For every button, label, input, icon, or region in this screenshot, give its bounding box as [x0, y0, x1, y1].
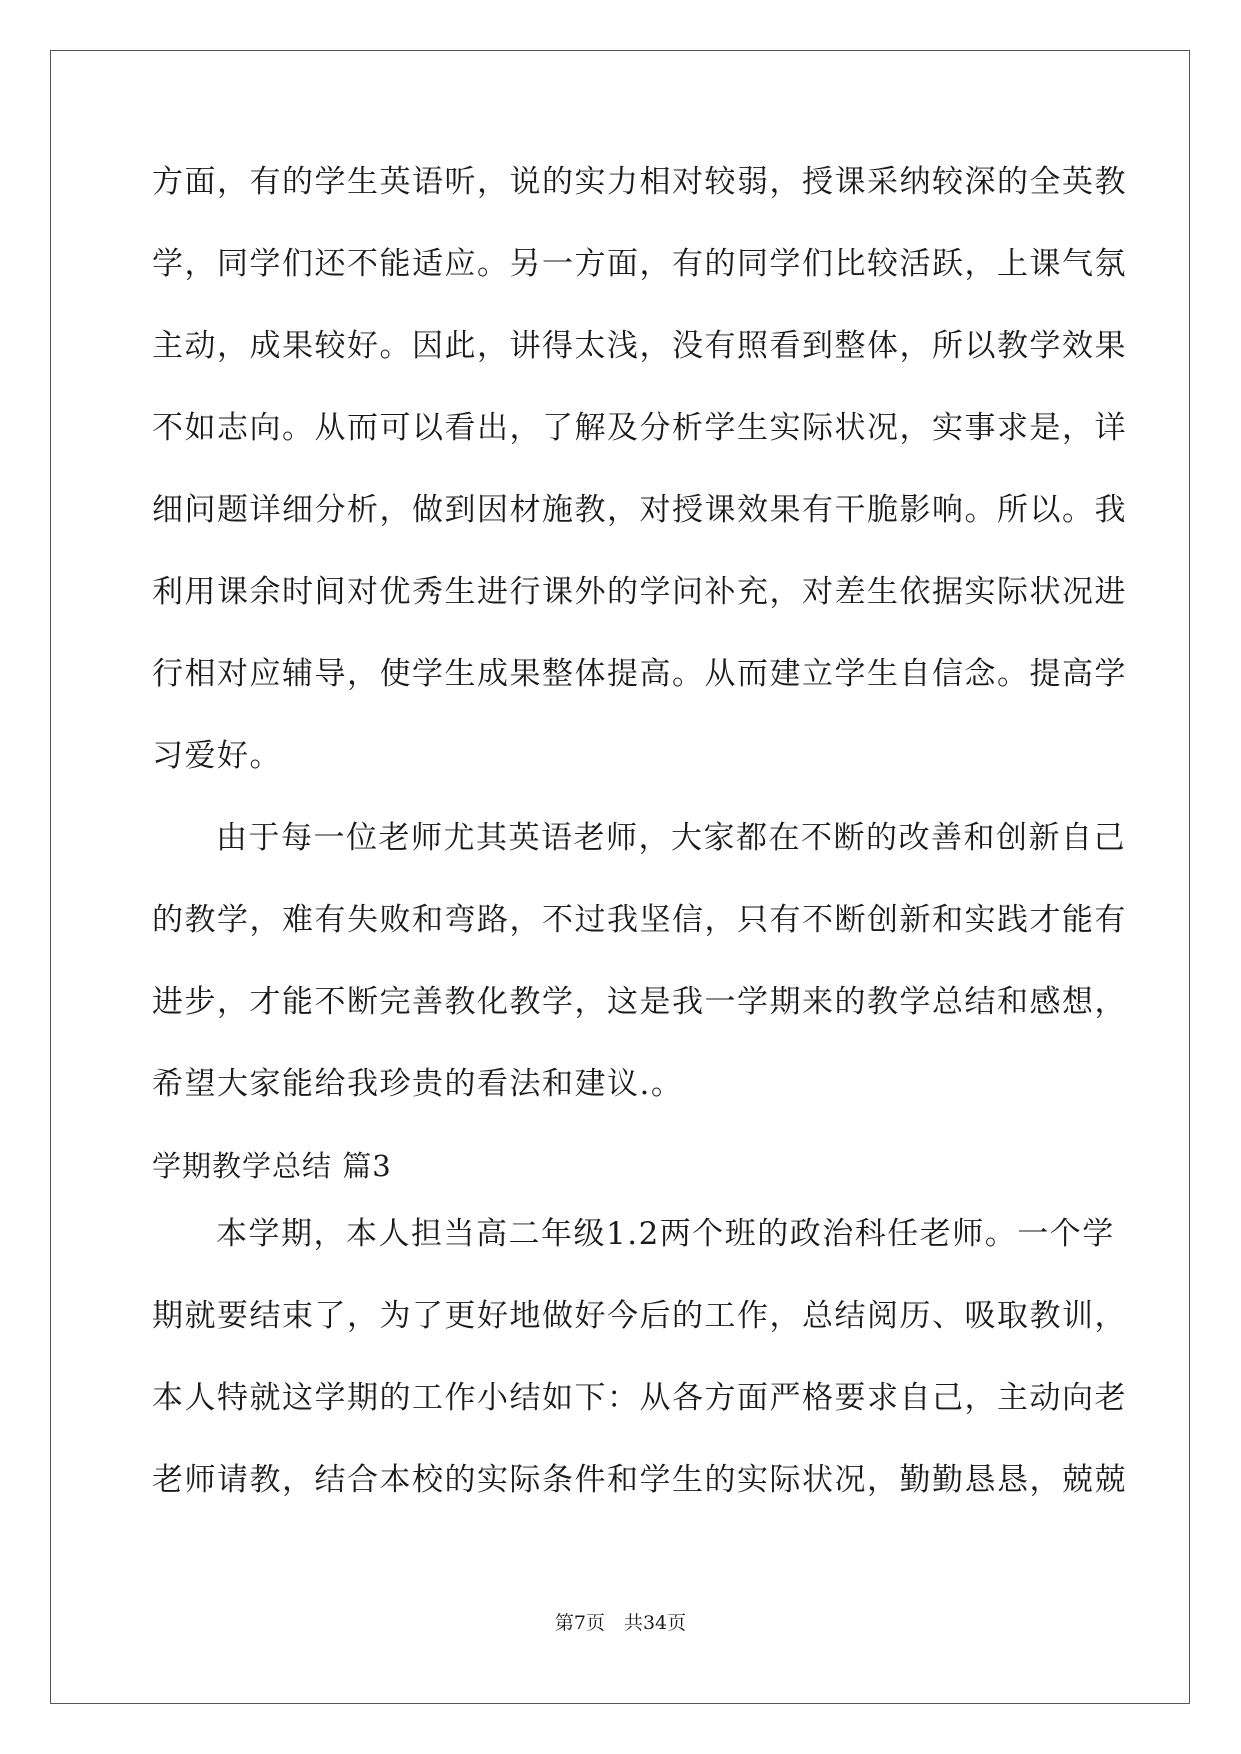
- text-line: 主动，成果较好。因此，讲得太浅，没有照看到整体，所以教学效果: [152, 328, 1127, 364]
- text-line: 进步，才能不断完善教化教学，这是我一学期来的教学总结和感想，: [152, 984, 1127, 1020]
- text-line: 的教学，难有失败和弯路，不过我坚信，只有不断创新和实践才能有: [152, 902, 1127, 938]
- text-line: 行相对应辅导，使学生成果整体提高。从而建立学生自信念。提高学: [152, 656, 1127, 692]
- document-body: [152, 162, 1127, 1542]
- paragraph-1: [152, 162, 1127, 818]
- paragraph-3: [152, 1214, 1127, 1542]
- section-heading: 学期教学总结 篇3: [152, 1149, 392, 1183]
- page-number-footer: 第7页 共34页: [554, 1612, 687, 1634]
- text-line: 老师请教，结合本校的实际条件和学生的实际状况，勤勤恳恳，兢兢: [152, 1462, 1127, 1498]
- text-line: 期就要结束了，为了更好地做好今后的工作，总结阅历、吸取教训，: [152, 1298, 1127, 1334]
- text-line: 利用课余时间对优秀生进行课外的学问补充，对差生依据实际状况进: [152, 574, 1127, 610]
- text-line: 不如志向。从而可以看出，了解及分析学生实际状况，实事求是，详: [152, 410, 1127, 446]
- text-line: 细问题详细分析，做到因材施教，对授课效果有干脆影响。所以。我: [152, 492, 1127, 528]
- text-line: 由于每一位老师尤其英语老师，大家都在不断的改善和创新自己: [216, 820, 1126, 856]
- text-line: 本学期，本人担当高二年级1.2两个班的政治科任老师。一个学: [216, 1216, 1115, 1252]
- text-line: 本人特就这学期的工作小结如下：从各方面严格要求自己，主动向老: [152, 1380, 1127, 1416]
- text-line: 习爱好。: [152, 738, 282, 774]
- text-line: 方面，有的学生英语听，说的实力相对较弱，授课采纳较深的全英教: [152, 164, 1127, 200]
- text-line: 学，同学们还不能适应。另一方面，有的同学们比较活跃，上课气氛: [152, 246, 1127, 282]
- paragraph-2: [152, 818, 1127, 1146]
- text-line: 希望大家能给我珍贵的看法和建议.。: [152, 1066, 684, 1102]
